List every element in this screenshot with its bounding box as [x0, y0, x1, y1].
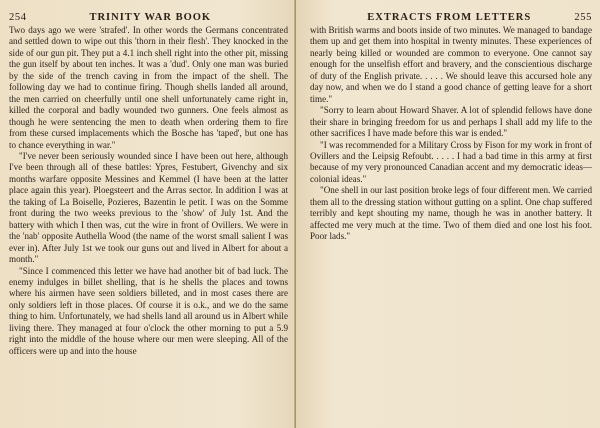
right-paragraph: "I was recommended for a Military Cross by Fison for my work in front of Ovillers and the Leipsig Refoubt. . . . . I had a bad time in this army at first because of my very pronounced Canadian accent and my democratic ideas—colonial ideas." [310, 139, 592, 184]
left-paragraph: "I've never been seriously wounded since I have been out here, although I've been through all of these battles: Ypres, Festubert, Givenchy and six months warfare opposite Messines and Kemmel (I have been at the latter place again this year). Ploegsteert and the Arras sector. In addition I was at the taking of La Boiselle, Pozieres, Bazentin le petit. I was on the Somme front during the two weeks previous to the 'show' of July 1st. And the battery with which I then was, cut the wire in front of Ovillers. We were in the 'nab' opposite Authella Wood (the name of the worst small salient I was ever in). After July 1st we took our guns out and lived in Albert for about a month." [9, 150, 288, 265]
right-paragraph: with British warms and boots inside of two minutes. We managed to bandage them up and get them into hospital in twenty minutes. These experiences of nearly being killed or wounded are common to everyone. One cannot say enough for the unselfish effort and bravery, and the conscientious discharge of duty of the English private. . . . . We should leave this accursed hole any day now, and when we do I stand a good chance of getting leave for a short time." [310, 25, 592, 104]
right-running-title: EXTRACTS FROM LETTERS [367, 12, 532, 23]
left-page-header [9, 12, 288, 23]
right-paragraph: "Sorry to learn about Howard Shaver. A lot of splendid fellows have done their share in bringing freedom for us and perhaps I shall add my life to the other sacrifices I have made before this war is ended." [310, 105, 592, 139]
right-paragraph: "One shell in our last position broke legs of four different men. We carried them all to the dressing station without gutting on a splint. One chap suffered terribly and kept shouting my name, though he was in another battery. It affected me very much at the time. Two of them died and one lost his foot. Poor lads." [310, 185, 592, 242]
right-page [296, 0, 600, 428]
right-page-number: 255 [574, 12, 592, 23]
left-page-body [9, 25, 288, 357]
left-running-title: TRINITY WAR BOOK [89, 12, 212, 23]
left-paragraph: "Since I commenced this letter we have had another bit of bad luck. The enemy indulges in billet shelling, that is he shells the places and towns where his airmen have seen soldiers billeted, and in most cases there are only soldiers left in those places. Of course it is o.k., and we do the same thing to him. Unfortunately, we had shells land all around us in Albert while living there. They managed at four o'clock the other morning to put a 5.9 right into the middle of the house where our men were sleeping. All of the officers were up and into the house [9, 265, 288, 356]
right-page-body [310, 25, 592, 243]
right-page-header [310, 12, 592, 23]
left-page [0, 0, 296, 428]
left-page-number: 254 [9, 12, 27, 23]
left-paragraph: Two days ago we were 'strafed'. In other words the Germans concentrated and settled down to wipe out this 'thorn in their flesh'. They knocked in the side of our gun pit. They put a 4.1 inch shell right into the other pit, missing the gun itself by about ten inches. It was a 'dud'. Only one man was buried by the side of the trench caving in from the impact of the shell. The following day we had to continue firing. Though shells landed all around, the men carried on cheerfully until one shell unfortunately came right in, killed the corporal and badly wounded two gunners. One feels almost as though he were sentencing the men to death when ordering them to fire from these cursed implacements which the Bosche has 'taped', but one has to chance everything in war." [9, 25, 288, 150]
